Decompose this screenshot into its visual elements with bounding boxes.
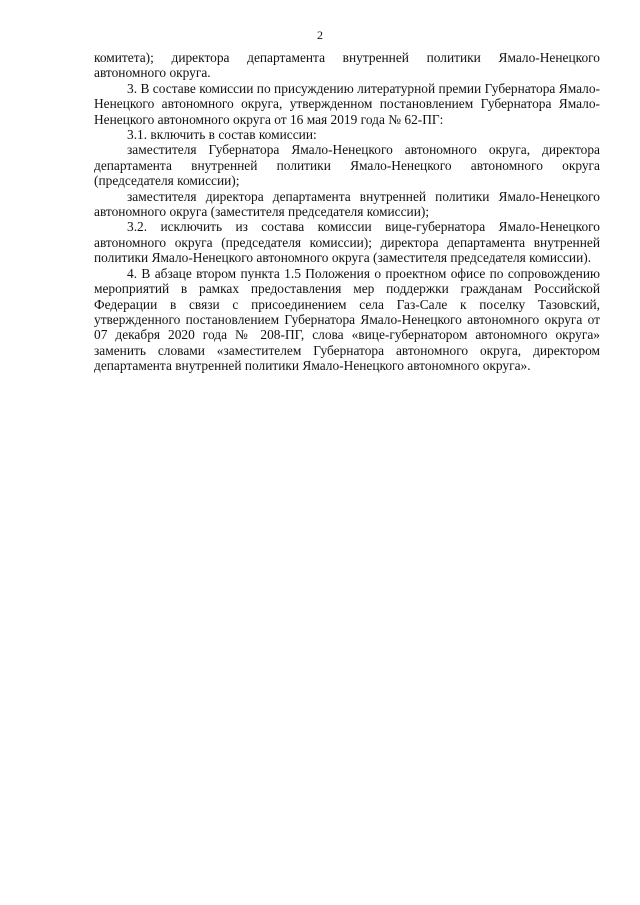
paragraph-deputy-director: заместителя директора департамента внутренней политики Ямало-Ненецкого автономного округа (заместителя председателя комиссии); [94,188,600,220]
page-number: 2 [317,28,323,42]
paragraph-deputy-governor: заместителя Губернатора Ямало-Ненецкого автономного округа, директора департамента внутренней политики Ямало-Ненецкого автономного округа (председателя комиссии); [94,142,600,189]
document-body [94,50,600,374]
paragraph-item-3: 3. В составе комиссии по присуждению литературной премии Губернатора Ямало-Ненецкого автономного округа, утвержденном постановлением Губернатора Ямало-Ненецкого автономного округа от 16 мая 2019 года № 62-ПГ: [94,80,600,127]
paragraph-item-3-1: 3.1. включить в состав комиссии: [127,127,317,143]
paragraph-item-3-2: 3.2. исключить из состава комиссии вице-губернатора Ямало-Ненецкого автономного округа (председателя комиссии); директора департамента внутренней политики Ямало-Ненецкого автономного округа (заместителя председателя комиссии). [94,219,600,266]
paragraph-item-4: 4. В абзаце втором пункта 1.5 Положения о проектном офисе по сопровождению мероприятий в рамках предоставления мер поддержки гражданам Российской Федерации в связи с присоединением села Газ-Сале к поселку Тазовский, утвержденного постановлением Губернатора Ямало-Ненецкого автономного округа от 07 декабря 2020 года № 208-ПГ, слова «вице-губернатором автономного округа» заменить словами «заместителем Губернатора автономного округа, директором департамента внутренней политики Ямало-Ненецкого автономного округа». [94,265,600,374]
paragraph-continuation: комитета); директора департамента внутренней политики Ямало-Ненецкого автономного округа. [94,50,600,81]
